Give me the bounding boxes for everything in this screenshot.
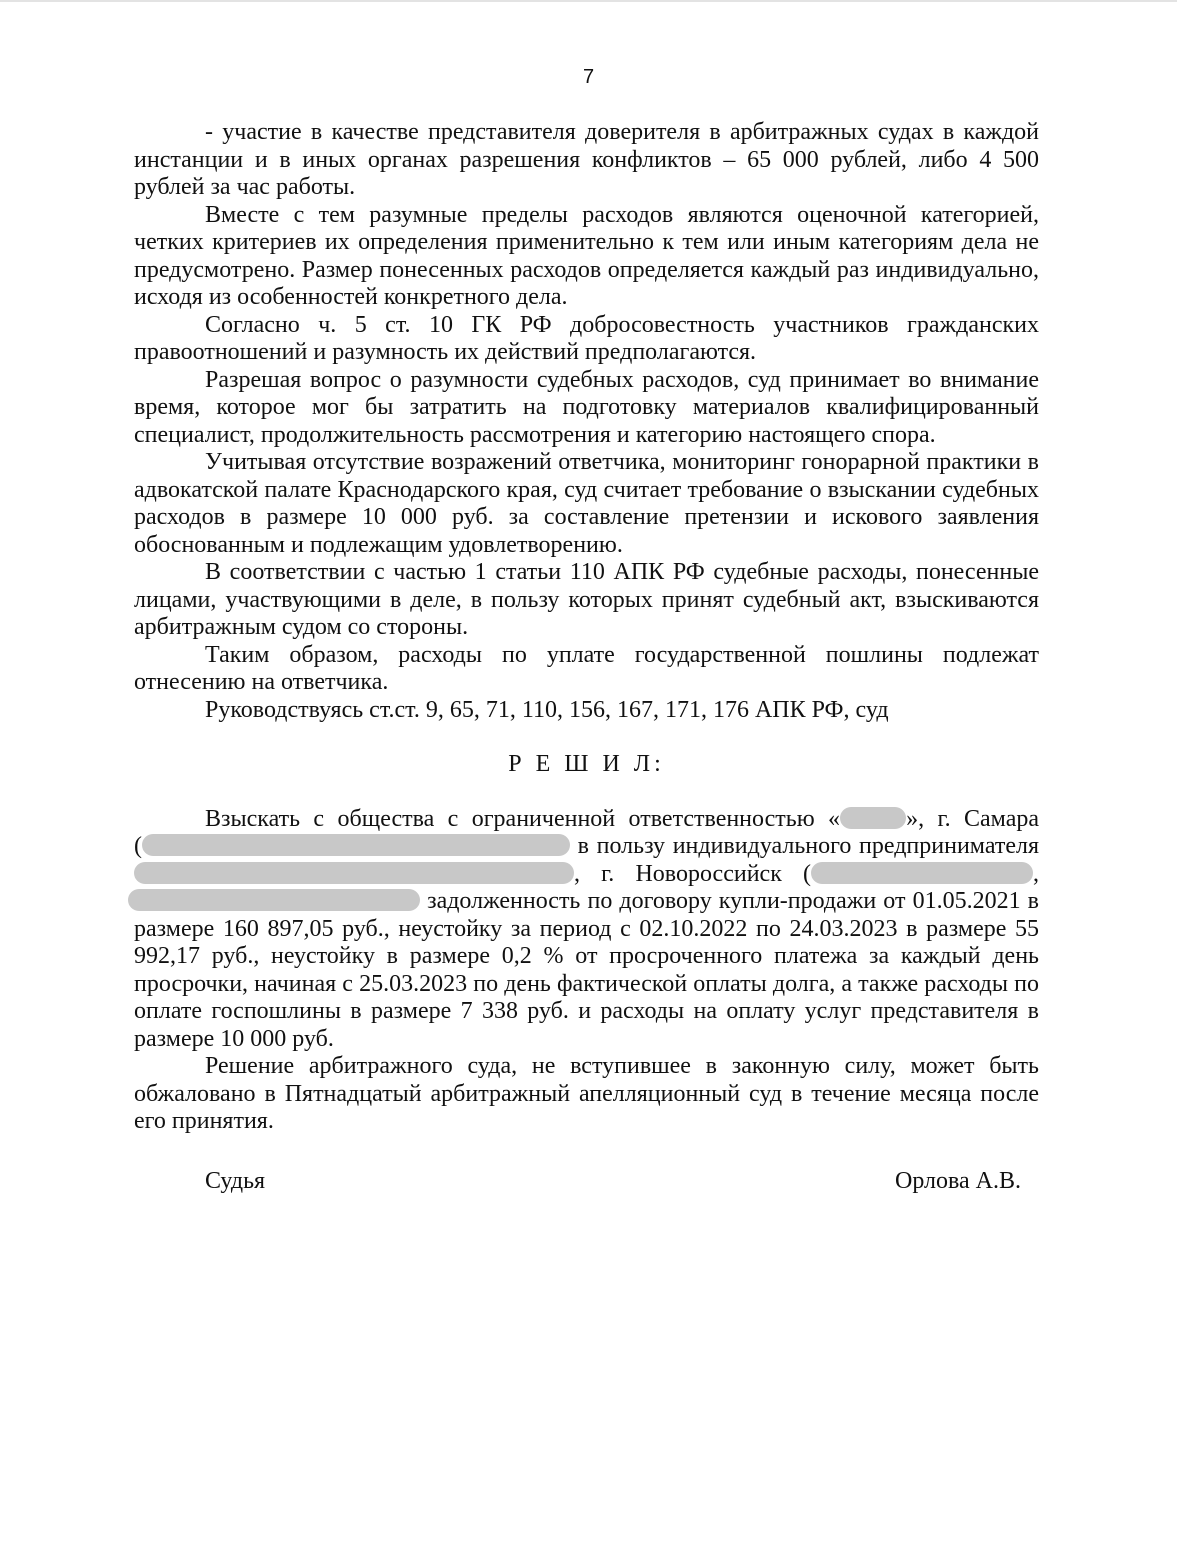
decision-text: Взыскать с общества с ограниченной ответственностью «: [205, 805, 841, 832]
decision-line-1: [134, 806, 1039, 834]
decision-text: в пользу индивидуального предпринимателя: [570, 833, 1039, 859]
paragraph-state-duty: Таким образом, расходы по уплате государственной пошлины подлежат отнесению на ответчика.: [134, 641, 1039, 695]
paragraph-reasonable-limits: Вместе с тем разумные пределы расходов являются оценочной категорией, четких критериев их определения применительно к тем или иным категориям дела не предусмотрено. Размер понесенных расходов определяется каждый раз индивидуально, исходя из особенностей конкретного дела.: [134, 201, 1039, 310]
redaction-entrepreneur-ids: [811, 862, 1033, 884]
decision-text: задолженность по договору купли-продажи от 01.05.2021 в: [420, 888, 1039, 914]
redaction-defendant-ids: [142, 834, 570, 856]
decision-rest: размере 160 897,05 руб., неустойку за период с 02.10.2022 по 24.03.2023 в размере 55 992,17 руб., неустойку в размере 0,2 % от просроченного платежа за каждый день просрочки, начиная с 25.03.2023 по день фактической оплаты долга, а также расходы по оплате госпошлины в размере 7 338 руб. и расходы на оплату услуг представителя в размере 10 000 руб.: [134, 915, 1039, 1052]
document-body: [134, 119, 1039, 1136]
decision-line-2: [134, 833, 1039, 861]
signature-role: Судья: [205, 1168, 266, 1194]
redaction-company-name: [840, 807, 906, 829]
decision-text: ,: [1033, 860, 1039, 887]
decision-text: (: [134, 833, 142, 859]
decision-heading: Р Е Ш И Л:: [508, 751, 665, 777]
page-number: 7: [582, 66, 595, 88]
paragraph-no-objections: Учитывая отсутствие возражений ответчика, мониторинг гонорарной практики в адвокатской палате Краснодарского края, суд считает требование о взыскании судебных расходов в размере 10 000 руб. за составление претензии и искового заявления обоснованным и подлежащим удовлетворению.: [134, 449, 1039, 558]
viewer-top-border: [0, 0, 1177, 2]
paragraph-appeal: Решение арбитражного суда, не вступившее в законную силу, может быть обжаловано в Пятнадцатый арбитражный апелляционный суд в течение месяца после его принятия.: [134, 1053, 1039, 1134]
decision-line-4: [134, 888, 1039, 916]
decision-text: », г. Самара: [906, 805, 1040, 832]
paragraph-fees-rate: - участие в качестве представителя доверителя в арбитражных судах в каждой инстанции и в иных органах разрешения конфликтов – 65 000 рублей, либо 4 500 рублей за час работы.: [134, 119, 1039, 200]
paragraph-court-consideration: Разрешая вопрос о разумности судебных расходов, суд принимает во внимание время, которое мог бы затратить на подготовку материалов квалифицированный специалист, продолжительность рассмотрения и категорию настоящего спора.: [134, 366, 1039, 448]
paragraph-guided-by: Руководствуясь ст.ст. 9, 65, 71, 110, 156, 167, 171, 176 АПК РФ, суд: [205, 696, 889, 723]
paragraph-good-faith: Согласно ч. 5 ст. 10 ГК РФ добросовестность участников гражданских правоотношений и разумность их действий предполагаются.: [134, 311, 1039, 365]
redaction-entrepreneur-name: [134, 862, 574, 884]
decision-paragraph: [134, 806, 1039, 1054]
decision-text: , г. Новороссийск (: [574, 860, 811, 887]
paragraph-article-110: В соответствии с частью 1 статьи 110 АПК РФ судебные расходы, понесенные лицами, участвующими в деле, в пользу которых принят судебный акт, взыскиваются арбитражным судом со стороны.: [134, 559, 1039, 640]
redaction-ogrnip: [128, 889, 420, 911]
signature-judge-name: Орлова А.В.: [895, 1168, 1021, 1194]
decision-line-3: [134, 861, 1039, 889]
